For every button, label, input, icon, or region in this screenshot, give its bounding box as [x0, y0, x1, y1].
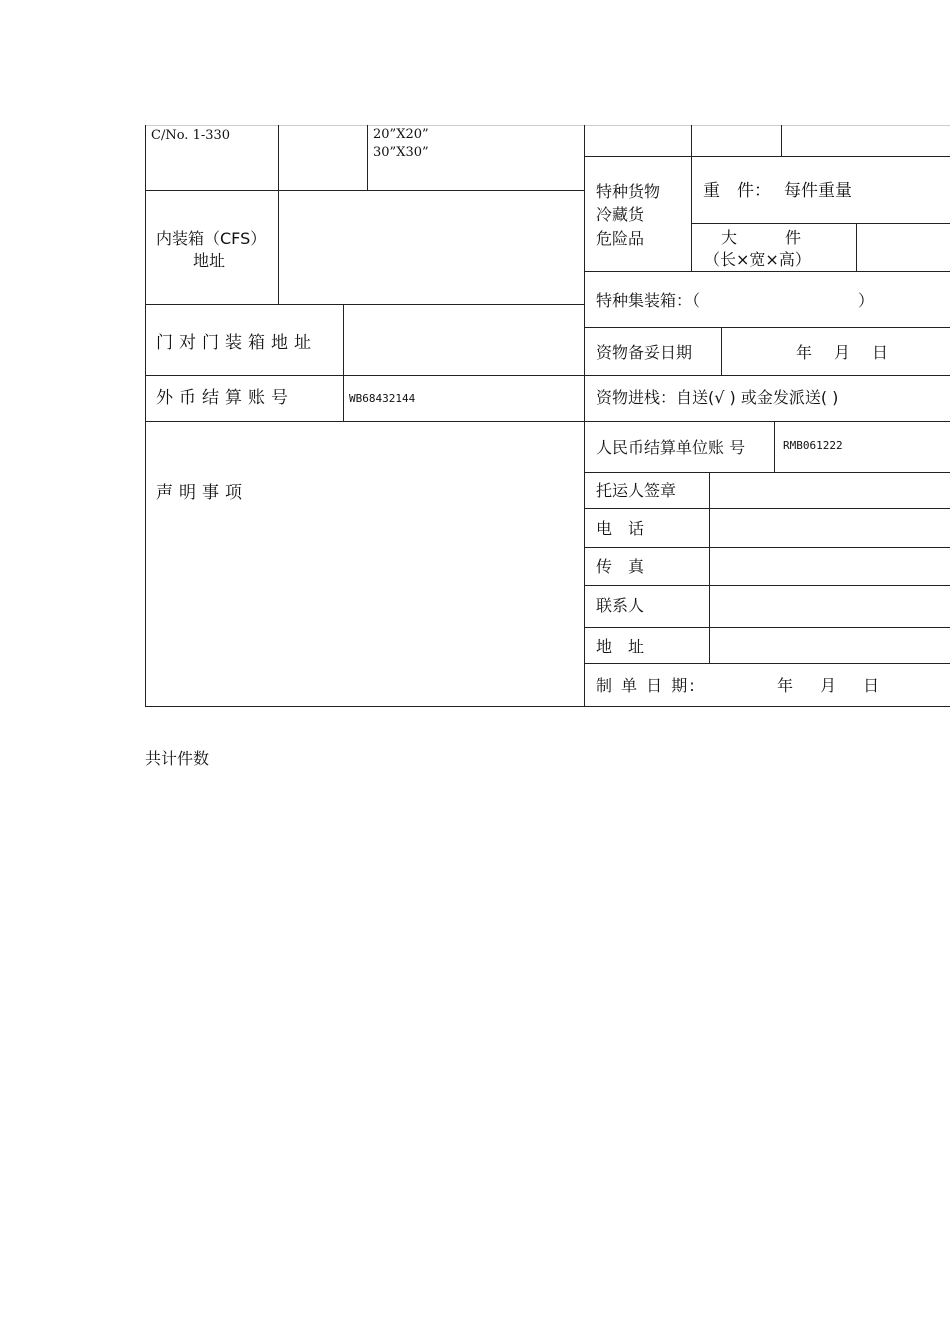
issue-date-label: 制 单 日 期:	[596, 676, 697, 695]
fax-label: 传 真	[596, 557, 645, 576]
declaration-label: 声明事项	[156, 483, 248, 503]
special-container-label: 特种集装箱：（	[596, 291, 701, 310]
door-address-field[interactable]	[344, 305, 584, 375]
fax-field[interactable]	[710, 548, 950, 585]
issue-date-value: 年 月 日	[777, 676, 882, 695]
heavy-label: 重 件：	[703, 181, 771, 201]
cfs-address-field[interactable]	[279, 191, 584, 304]
total-pieces-label: 共计件数	[145, 749, 210, 768]
divider	[691, 223, 950, 224]
fx-account-value: WB68432144	[349, 392, 416, 405]
divider	[584, 375, 950, 376]
address-field[interactable]	[710, 628, 950, 663]
special-cargo: 特种货物	[596, 182, 661, 201]
cargo-ready-label: 资物备妥日期	[596, 343, 693, 362]
center-divider	[584, 125, 585, 707]
cfs-label: 内装箱（CFS）	[156, 229, 267, 248]
divider	[781, 125, 782, 157]
oversize-label: 大 件	[721, 228, 802, 247]
divider	[367, 125, 368, 191]
marks-value: C/No. 1-330	[151, 128, 231, 143]
declaration-field[interactable]	[146, 422, 584, 706]
dangerous-cargo: 危险品	[596, 229, 645, 248]
container-size-2: 30”X30”	[373, 145, 429, 160]
divider	[856, 223, 857, 272]
divider	[145, 375, 584, 376]
rmb-account-label: 人民币结算单位账 号	[596, 438, 746, 457]
divider	[584, 421, 950, 422]
divider	[584, 271, 950, 272]
contact-label: 联系人	[596, 596, 645, 615]
door-address-label: 门对门装箱地址	[156, 333, 317, 353]
cfs-label-2: 地址	[193, 251, 226, 270]
address-label: 地 址	[596, 637, 645, 656]
divider	[584, 663, 950, 664]
phone-label: 电 话	[596, 519, 645, 538]
rmb-account-value: RMB061222	[783, 439, 843, 452]
contact-field[interactable]	[710, 586, 950, 627]
container-size-1: 20”X20”	[373, 127, 429, 142]
delivery-label: 资物进栈：自送(√ ) 或金发派送( )	[596, 388, 839, 407]
divider	[774, 421, 775, 473]
heavy-weight: 每件重量	[784, 181, 852, 201]
special-container-close: ）	[858, 291, 875, 310]
fx-account-label: 外币结算账号	[156, 388, 294, 408]
reefer-cargo: 冷藏货	[596, 205, 645, 224]
divider	[721, 327, 722, 376]
cargo-ready-date: 年 月 日	[796, 343, 892, 362]
shipper-signature-field[interactable]	[710, 473, 950, 508]
divider	[584, 327, 950, 328]
top-border	[145, 125, 950, 126]
oversize-dims: （长×宽×高）	[704, 250, 811, 269]
bottom-border	[145, 706, 950, 707]
divider	[691, 125, 692, 272]
shipper-signature-label: 托运人签章	[596, 481, 677, 500]
phone-field[interactable]	[710, 509, 950, 547]
divider	[584, 156, 950, 157]
